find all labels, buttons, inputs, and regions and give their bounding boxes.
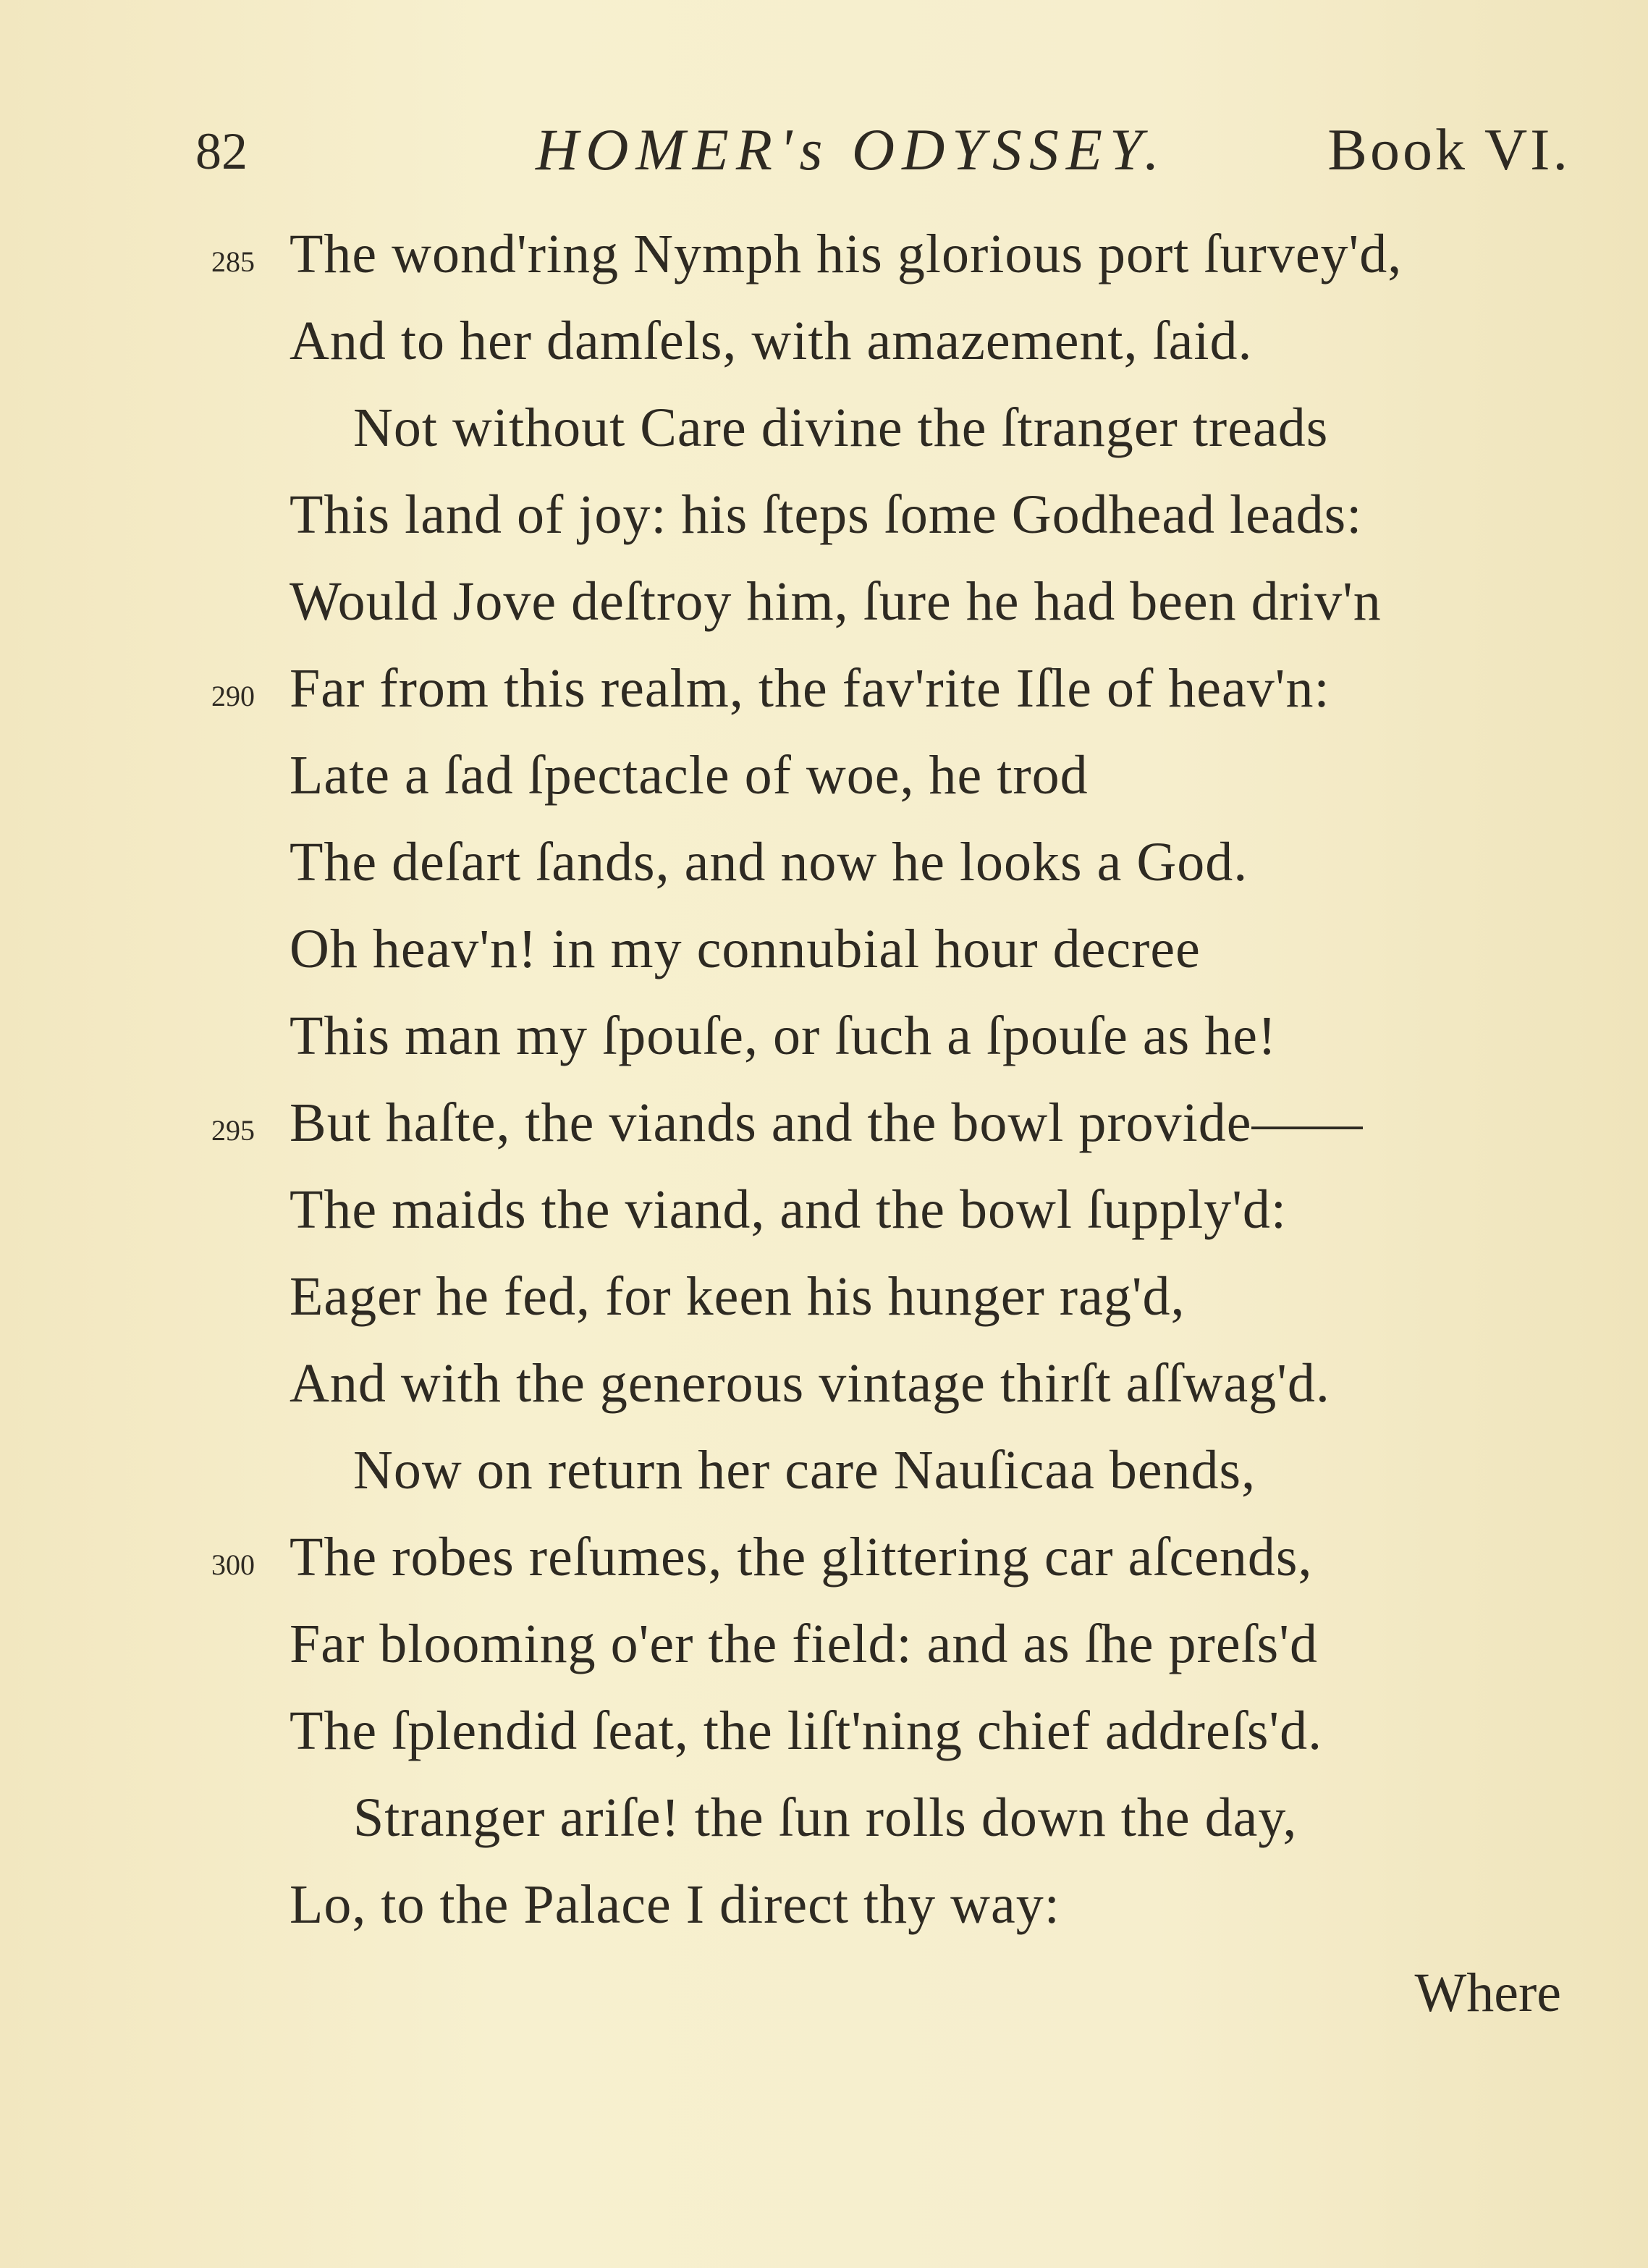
- line-text: This land of joy: his ſteps ſome Godhead leads:: [290, 484, 1363, 545]
- verse-line: [0, 1526, 1648, 1613]
- verse-line: [0, 1179, 1648, 1265]
- verse-line: [0, 223, 1648, 310]
- verse-line: [0, 831, 1648, 918]
- verse-line: [0, 1265, 1648, 1352]
- line-text: Eager he fed, for keen his hunger rag'd,: [290, 1266, 1186, 1327]
- line-text: The robes reſumes, the glittering car aſcends,: [290, 1527, 1313, 1588]
- running-head: [195, 116, 1571, 195]
- line-text: Far from this realm, the fav'rite Iſle of heav'n:: [290, 658, 1330, 719]
- line-text: The maids the viand, and the bowl ſupply'd:: [290, 1179, 1288, 1240]
- verse-line: [0, 310, 1648, 397]
- catchword: Where: [1414, 1963, 1561, 2023]
- verse-line: [0, 918, 1648, 1005]
- line-number: 295: [211, 1114, 255, 1147]
- line-number: 290: [211, 680, 255, 712]
- page-number: 82: [195, 122, 248, 180]
- line-text: The deſart ſands, and now he looks a God.: [290, 832, 1248, 893]
- verse-line: [0, 1005, 1648, 1092]
- line-text: Would Jove deſtroy him, ſure he had been driv'n: [290, 571, 1382, 632]
- line-text: And with the generous vintage thirſt aſſwag'd.: [290, 1353, 1330, 1414]
- verse-line: [0, 1787, 1648, 1873]
- book-number: Book VI.: [1327, 117, 1571, 182]
- line-text: Not without Care divine the ſtranger treads: [353, 397, 1329, 458]
- line-text: Now on return her care Nauſicaa bends,: [353, 1440, 1256, 1501]
- line-number: 285: [211, 245, 255, 278]
- book-title: HOMER's ODYSSEY.: [536, 117, 1167, 182]
- verse-line: [0, 744, 1648, 831]
- line-text: Far blooming o'er the field: and as ſhe preſs'd: [290, 1614, 1318, 1674]
- line-text: This man my ſpouſe, or ſuch a ſpouſe as he!: [290, 1006, 1277, 1066]
- line-text: Lo, to the Palace I direct thy way:: [290, 1874, 1060, 1935]
- verse-block: [0, 223, 1648, 1960]
- line-text: The ſplendid ſeat, the liſt'ning chief addreſs'd.: [290, 1700, 1323, 1761]
- line-text: Stranger ariſe! the ſun rolls down the day,: [353, 1787, 1298, 1848]
- verse-line: [0, 397, 1648, 484]
- verse-line: [0, 1700, 1648, 1787]
- line-number: 300: [211, 1548, 255, 1581]
- verse-line: [0, 1352, 1648, 1439]
- line-text: But haſte, the viands and the bowl provide——: [290, 1092, 1364, 1153]
- verse-line: [0, 657, 1648, 744]
- line-text: Oh heav'n! in my connubial hour decree: [290, 919, 1201, 979]
- verse-line: [0, 570, 1648, 657]
- verse-line: [0, 484, 1648, 570]
- verse-line: [0, 1613, 1648, 1700]
- line-text: Late a ſad ſpectacle of woe, he trod: [290, 745, 1089, 806]
- line-text: The wond'ring Nymph his glorious port ſurvey'd,: [290, 224, 1403, 284]
- verse-line: [0, 1873, 1648, 1960]
- verse-line: [0, 1439, 1648, 1526]
- verse-line: [0, 1092, 1648, 1179]
- line-text: And to her damſels, with amazement, ſaid.: [290, 311, 1253, 371]
